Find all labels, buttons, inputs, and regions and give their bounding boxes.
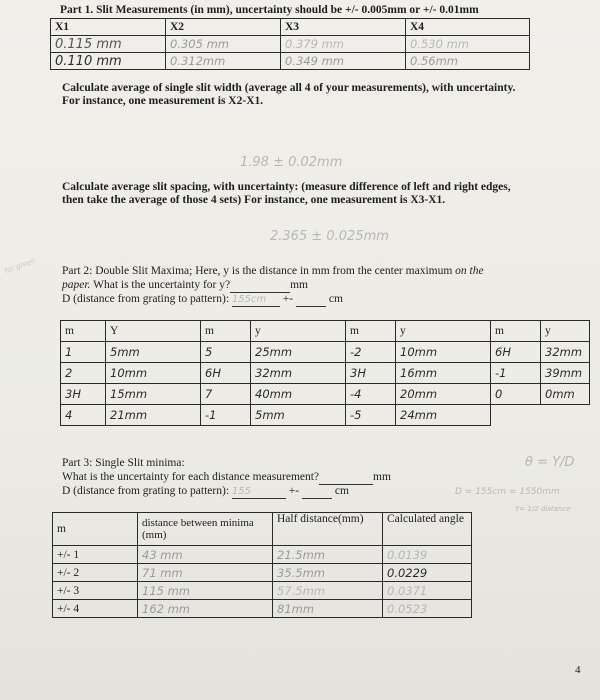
table-cell: 3H <box>61 384 106 405</box>
table-cell: 1 <box>61 342 106 363</box>
part3-uncertainty-unit: mm <box>373 471 391 483</box>
header-cell: Calculated angle <box>383 513 472 546</box>
table-cell: 81mm <box>273 600 383 618</box>
table-cell: -1 <box>491 363 541 384</box>
table-cell: +/- 1 <box>53 546 138 564</box>
d-uncertainty-blank <box>296 293 326 307</box>
part3-uncertainty-blank <box>319 471 373 485</box>
table-cell: 40mm <box>251 384 346 405</box>
table-cell: 24mm <box>396 405 491 426</box>
table-cell: 0.0371 <box>383 582 472 600</box>
header-cell: Half distance(mm) <box>273 513 383 546</box>
table-cell: 20mm <box>396 384 491 405</box>
table-cell: 25mm <box>251 342 346 363</box>
header-cell: m <box>346 321 396 342</box>
table-cell: 0.0229 <box>383 564 472 582</box>
table-cell: 0.115 mm <box>51 36 166 53</box>
part3-uncertainty-line <box>62 471 391 485</box>
part2-line2-text: What is the uncertainty for y? <box>90 279 231 291</box>
avg-width-answer: 1.98 ± 0.02mm <box>240 155 343 170</box>
part2-line3 <box>62 293 343 307</box>
table-cell: 0.56mm <box>406 53 530 70</box>
table-cell <box>541 405 590 426</box>
table-cell: 21mm <box>106 405 201 426</box>
table-cell: +/- 2 <box>53 564 138 582</box>
double-slit-table <box>60 320 590 426</box>
table-cell: 0.0523 <box>383 600 472 618</box>
table-cell: -5 <box>346 405 396 426</box>
table-cell: 0.305 mm <box>166 36 281 53</box>
header-cell: y <box>251 321 346 342</box>
table-cell: 0.110 mm <box>51 53 166 70</box>
header-cell: m <box>491 321 541 342</box>
table-cell: 0.0139 <box>383 546 472 564</box>
table-cell: 32mm <box>251 363 346 384</box>
table-cell: 2 <box>61 363 106 384</box>
table-cell: 6H <box>491 342 541 363</box>
col-x3: X3 <box>281 19 406 36</box>
slit-measurements-table <box>50 18 530 70</box>
header-cell: y <box>541 321 590 342</box>
table-cell: 0.530 mm <box>406 36 530 53</box>
avg-spacing-instruction: then take the average of those 4 sets) For instance, one measurement is X3-X1. <box>62 194 446 206</box>
page-number: 4 <box>575 664 581 676</box>
table-cell: +/- 3 <box>53 582 138 600</box>
d-conversion-note: D = 155cm = 1550mm <box>455 487 560 497</box>
table-cell: 0.349 mm <box>281 53 406 70</box>
avg-spacing-instruction: Calculate average slit spacing, with uncertainty: (measure difference of left and right edges, <box>62 181 511 193</box>
table-cell: 4 <box>61 405 106 426</box>
header-cell: distance between minima (mm) <box>138 513 273 546</box>
part2-line2 <box>62 279 308 293</box>
table-cell: 5mm <box>251 405 346 426</box>
part3-d-value: 155 <box>232 485 286 499</box>
part2-line2-unit: mm <box>290 279 308 291</box>
part3-d-line <box>62 485 349 499</box>
part2-line2-italic: paper. <box>62 279 91 291</box>
avg-width-example: For instance, one measurement is X2-X1. <box>62 95 264 107</box>
part2-line1-text: Part 2: Double Slit Maxima; Here, y is the distance in mm from the center maximum <box>62 265 456 277</box>
table-cell: 115 mm <box>138 582 273 600</box>
table-cell: 5 <box>201 342 251 363</box>
table-cell: -2 <box>346 342 396 363</box>
table-cell: 21.5mm <box>273 546 383 564</box>
table-cell: -4 <box>346 384 396 405</box>
part3-d-plus-minus: +- <box>288 485 300 497</box>
col-x2: X2 <box>166 19 281 36</box>
table-cell: +/- 4 <box>53 600 138 618</box>
d-value: 155cm <box>232 293 280 307</box>
table-cell: 35.5mm <box>273 564 383 582</box>
table-cell <box>491 405 541 426</box>
part2-line1 <box>62 265 484 278</box>
formula-note: θ = Y/D <box>525 455 575 470</box>
d-label: D (distance from grating to pattern): <box>62 293 230 305</box>
table-cell: -1 <box>201 405 251 426</box>
table-cell: 0mm <box>541 384 590 405</box>
table-cell: 32mm <box>541 342 590 363</box>
header-cell: y <box>396 321 491 342</box>
table-cell: 3H <box>346 363 396 384</box>
table-cell: 0 <box>491 384 541 405</box>
margin-note: for green <box>3 256 37 276</box>
table-cell: 0.312mm <box>166 53 281 70</box>
d-plus-minus: +- <box>282 293 294 305</box>
col-x4: X4 <box>406 19 530 36</box>
d-unit: cm <box>328 293 343 305</box>
header-cell: m <box>53 513 138 546</box>
part3-d-uncertainty-blank <box>302 485 332 499</box>
avg-spacing-answer: 2.365 ± 0.025mm <box>270 229 389 244</box>
table-cell: 162 mm <box>138 600 273 618</box>
table-cell: 10mm <box>396 342 491 363</box>
table-cell: 5mm <box>106 342 201 363</box>
table-cell: 57.5mm <box>273 582 383 600</box>
table-cell: 0.379 mm <box>281 36 406 53</box>
table-cell: 39mm <box>541 363 590 384</box>
table-cell: 10mm <box>106 363 201 384</box>
table-cell: 43 mm <box>138 546 273 564</box>
avg-width-instruction: Calculate average of single slit width (average all 4 of your measurements), with uncertainty. <box>62 82 516 94</box>
y-note: Y= 1/2 distance <box>515 505 571 513</box>
col-x1: X1 <box>51 19 166 36</box>
table-cell: 15mm <box>106 384 201 405</box>
part3-uncertainty-question: What is the uncertainty for each distance measurement? <box>62 471 320 483</box>
header-cell: m <box>201 321 251 342</box>
single-slit-table <box>52 512 472 618</box>
table-cell: 16mm <box>396 363 491 384</box>
header-cell: Y <box>106 321 201 342</box>
table-cell: 71 mm <box>138 564 273 582</box>
part2-line1-italic: on the <box>455 265 484 277</box>
part3-title: Part 3: Single Slit minima: <box>62 457 185 469</box>
part3-d-label: D (distance from grating to pattern): <box>62 485 230 497</box>
table-cell: 7 <box>201 384 251 405</box>
y-uncertainty-blank <box>230 279 290 293</box>
table-cell: 6H <box>201 363 251 384</box>
part1-header: Part 1. Slit Measurements (in mm), uncertainty should be +/- 0.005mm or +/- 0.01mm <box>60 4 479 16</box>
header-cell: m <box>61 321 106 342</box>
part3-d-unit: cm <box>334 485 349 497</box>
